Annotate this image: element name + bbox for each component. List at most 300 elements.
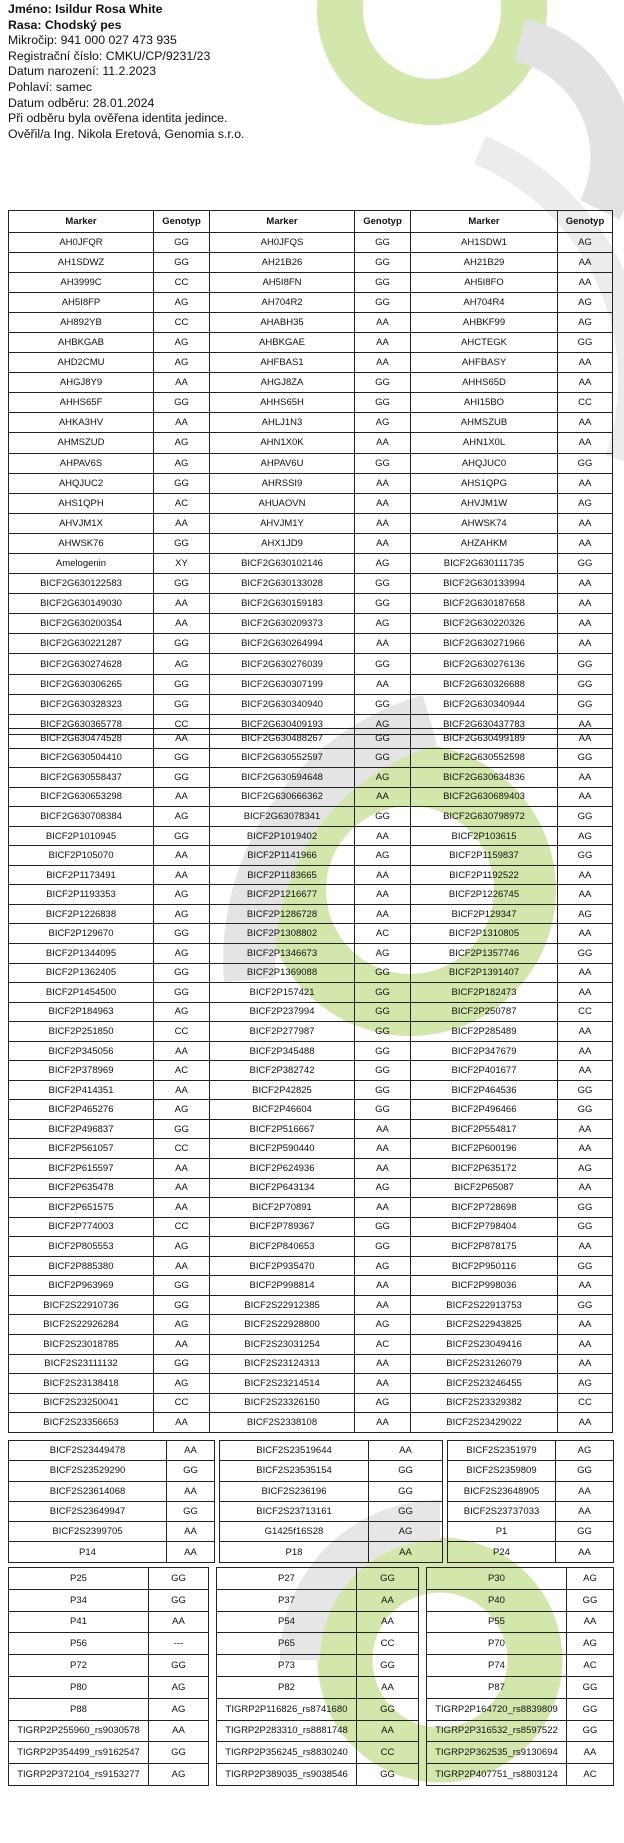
genotype-cell: AG xyxy=(154,353,210,373)
marker-cell: BICF2S23124313 xyxy=(210,1354,355,1374)
genotype-cell: XY xyxy=(154,554,210,574)
table-row xyxy=(9,787,613,807)
column-gap xyxy=(209,1764,217,1786)
marker-cell: P14 xyxy=(9,1542,167,1562)
table-row xyxy=(9,963,613,983)
genotype-cell: AA xyxy=(558,1334,613,1354)
genotype-table-2 xyxy=(8,728,613,1433)
genotype-cell: AA xyxy=(558,533,613,553)
marker-cell: P87 xyxy=(427,1676,567,1698)
genotype-cell: GG xyxy=(355,729,411,749)
genotype-cell: GG xyxy=(355,1041,411,1061)
genotype-cell: CC xyxy=(558,393,613,413)
dog-info-header xyxy=(8,2,244,142)
marker-cell: BICF2P250787 xyxy=(411,1002,558,1022)
marker-cell: BICF2P950116 xyxy=(411,1256,558,1276)
genotype-cell: AA xyxy=(558,634,613,654)
marker-cell: AHBKGAB xyxy=(9,332,154,352)
genotype-column-header: Genotyp xyxy=(355,211,411,233)
genotype-cell: GG xyxy=(567,1589,614,1611)
marker-cell: P40 xyxy=(427,1589,567,1611)
table-row xyxy=(9,232,613,252)
marker-cell: BICF2P345488 xyxy=(210,1041,355,1061)
genotype-cell: GG xyxy=(154,983,210,1003)
marker-cell: BICF2G630552598 xyxy=(411,748,558,768)
column-gap xyxy=(419,1655,427,1677)
marker-cell: BICF2P182473 xyxy=(411,983,558,1003)
table-row xyxy=(9,1178,613,1198)
genotype-column-header: Genotyp xyxy=(154,211,210,233)
genotype-cell: CC xyxy=(357,1633,419,1655)
genotype-cell: AG xyxy=(355,413,411,433)
marker-cell: AH1SDW1 xyxy=(411,232,558,252)
marker-cell: AHLJ1N3 xyxy=(210,413,355,433)
table-row xyxy=(9,1237,613,1257)
genotype-cell: GG xyxy=(154,963,210,983)
marker-cell: BICF2G630340940 xyxy=(210,694,355,714)
genotype-cell: GG xyxy=(355,1100,411,1120)
genotype-cell: CC xyxy=(154,272,210,292)
column-gap xyxy=(419,1698,427,1720)
genotype-cell: AA xyxy=(558,1022,613,1042)
marker-cell: P74 xyxy=(427,1655,567,1677)
genotype-cell: AA xyxy=(355,904,411,924)
marker-cell: BICF2P184963 xyxy=(9,1002,154,1022)
genotype-cell: AG xyxy=(149,1698,209,1720)
genotype-cell: AG xyxy=(154,807,210,827)
marker-cell: BICF2S2399705 xyxy=(9,1522,167,1542)
genotype-cell: CC xyxy=(154,1393,210,1413)
marker-cell: P41 xyxy=(9,1611,149,1633)
marker-cell: BICF2G630328323 xyxy=(9,694,154,714)
genotype-cell: GG xyxy=(355,1217,411,1237)
marker-cell: AH5I8FN xyxy=(210,272,355,292)
genotype-cell: AG xyxy=(149,1676,209,1698)
genotype-cell: CC xyxy=(154,1139,210,1159)
genotype-cell: AG xyxy=(355,846,411,866)
marker-cell: AHRSSI9 xyxy=(210,473,355,493)
genotype-cell: GG xyxy=(167,1461,215,1481)
genotype-cell: GG xyxy=(369,1481,443,1501)
table-row xyxy=(9,826,613,846)
marker-cell: TIGRP2P372104_rs9153277 xyxy=(9,1764,149,1786)
genotype-cell: AG xyxy=(154,654,210,674)
marker-cell: P30 xyxy=(427,1568,567,1590)
table-row xyxy=(9,654,613,674)
table-row xyxy=(9,924,613,944)
marker-cell: BICF2P382742 xyxy=(210,1061,355,1081)
genotype-cell: GG xyxy=(355,232,411,252)
table-row xyxy=(9,574,613,594)
column-gap xyxy=(209,1720,217,1742)
genotype-cell: GG xyxy=(355,292,411,312)
table-row xyxy=(9,1589,614,1611)
genotype-cell: AC xyxy=(154,1061,210,1081)
genotype-cell: AG xyxy=(149,1764,209,1786)
genotype-cell: GG xyxy=(567,1676,614,1698)
marker-cell: BICF2P1454500 xyxy=(9,983,154,1003)
marker-cell: BICF2S23614068 xyxy=(9,1481,167,1501)
genotype-cell: AA xyxy=(558,1178,613,1198)
marker-cell: BICF2P378969 xyxy=(9,1061,154,1081)
marker-cell: BICF2P105070 xyxy=(9,846,154,866)
marker-cell: AHVJM1Y xyxy=(210,513,355,533)
genotype-cell: AA xyxy=(355,332,411,352)
header-row xyxy=(9,211,613,233)
marker-cell: P54 xyxy=(217,1611,357,1633)
genotype-table-1 xyxy=(8,210,613,735)
marker-cell: BICF2S23126079 xyxy=(411,1354,558,1374)
marker-cell: AH5I8FO xyxy=(411,272,558,292)
marker-cell: BICF2P728698 xyxy=(411,1198,558,1218)
marker-cell: BICF2P635478 xyxy=(9,1178,154,1198)
marker-cell: AHGJ8Y9 xyxy=(9,373,154,393)
marker-cell: BICF2P1226745 xyxy=(411,885,558,905)
genotype-cell: AG xyxy=(558,904,613,924)
genotype-cell: GG xyxy=(154,768,210,788)
genotype-cell: AG xyxy=(355,554,411,574)
column-gap xyxy=(419,1589,427,1611)
marker-cell: BICF2S22928800 xyxy=(210,1315,355,1335)
table-row xyxy=(9,1119,613,1139)
marker-cell: BICF2S2351979 xyxy=(448,1441,556,1461)
marker-cell: AH704R4 xyxy=(411,292,558,312)
marker-cell: BICF2P42825 xyxy=(210,1080,355,1100)
genotype-cell: GG xyxy=(154,473,210,493)
genotype-cell: AG xyxy=(154,1100,210,1120)
marker-cell: AHVJM1X xyxy=(9,513,154,533)
genotype-cell: CC xyxy=(154,312,210,332)
marker-cell: BICF2G630340944 xyxy=(411,694,558,714)
genotype-cell: AA xyxy=(558,1276,613,1296)
marker-column-header: Marker xyxy=(9,211,154,233)
genotype-cell: GG xyxy=(154,1276,210,1296)
marker-cell: TIGRP2P362535_rs9130694 xyxy=(427,1742,567,1764)
marker-cell: BICF2P1141966 xyxy=(210,846,355,866)
marker-cell: TIGRP2P116826_rs8741680 xyxy=(217,1698,357,1720)
marker-cell: BICF2P615597 xyxy=(9,1159,154,1179)
table-row xyxy=(9,292,613,312)
marker-cell: G1425f16S28 xyxy=(220,1522,369,1542)
genotype-cell: AA xyxy=(355,865,411,885)
genotype-cell: GG xyxy=(558,1198,613,1218)
marker-cell: BICF2S22926284 xyxy=(9,1315,154,1335)
genotype-cell: AG xyxy=(567,1568,614,1590)
genotype-cell: AG xyxy=(154,1237,210,1257)
genotype-cell: AG xyxy=(154,292,210,312)
genotype-cell: AG xyxy=(355,1256,411,1276)
marker-cell: BICF2G630634836 xyxy=(411,768,558,788)
table-row xyxy=(9,1315,613,1335)
marker-cell: P24 xyxy=(448,1542,556,1562)
genotype-cell: GG xyxy=(558,1217,613,1237)
marker-cell: AHHS65H xyxy=(210,393,355,413)
marker-cell: AHMSZUD xyxy=(9,433,154,453)
marker-cell: BICF2P1173491 xyxy=(9,865,154,885)
dog-name: Jméno: Isildur Rosa White xyxy=(8,2,163,16)
marker-cell: BICF2P998036 xyxy=(411,1276,558,1296)
marker-cell: BICF2P1344095 xyxy=(9,944,154,964)
marker-cell: BICF2P1193353 xyxy=(9,885,154,905)
genotype-cell: AA xyxy=(355,634,411,654)
genotype-cell: GG xyxy=(558,1100,613,1120)
genotype-cell: AA xyxy=(567,1611,614,1633)
marker-cell: BICF2G630708384 xyxy=(9,807,154,827)
marker-cell: AHN1X0K xyxy=(210,433,355,453)
marker-cell: BICF2P1362405 xyxy=(9,963,154,983)
marker-cell: BICF2G630666362 xyxy=(210,787,355,807)
column-gap xyxy=(209,1742,217,1764)
genotype-cell: GG xyxy=(355,1080,411,1100)
marker-cell: BICF2P643134 xyxy=(210,1178,355,1198)
genotype-cell: AA xyxy=(357,1611,419,1633)
genotype-cell: CC xyxy=(154,1022,210,1042)
genotype-cell: AA xyxy=(558,714,613,734)
genotype-cell: AA xyxy=(154,1334,210,1354)
table-row xyxy=(9,312,613,332)
table-row xyxy=(9,1198,613,1218)
marker-cell: BICF2P414351 xyxy=(9,1080,154,1100)
marker-cell: BICF2G630499189 xyxy=(411,729,558,749)
marker-cell: P1 xyxy=(448,1522,556,1542)
table-row xyxy=(9,634,613,654)
genotype-cell: AA xyxy=(154,594,210,614)
genotype-cell: AA xyxy=(567,1742,614,1764)
genotype-cell: AG xyxy=(355,944,411,964)
marker-cell: BICF2P789367 xyxy=(210,1217,355,1237)
genotype-cell: GG xyxy=(556,1461,614,1481)
marker-cell: BICF2G630133028 xyxy=(210,574,355,594)
marker-cell: BICF2S23356653 xyxy=(9,1413,154,1433)
marker-cell: BICF2P1391407 xyxy=(411,963,558,983)
table-row xyxy=(9,1159,613,1179)
marker-cell: AHVJM1W xyxy=(411,493,558,513)
marker-cell: BICF2G630594648 xyxy=(210,768,355,788)
genotype-cell: AG xyxy=(154,433,210,453)
marker-cell: AH5I8FP xyxy=(9,292,154,312)
genotype-cell: GG xyxy=(355,654,411,674)
genotype-cell: AA xyxy=(357,1589,419,1611)
marker-cell: P18 xyxy=(220,1542,369,1562)
marker-cell: BICF2P65087 xyxy=(411,1178,558,1198)
marker-cell: BICF2G630149030 xyxy=(9,594,154,614)
marker-cell: BICF2S23138418 xyxy=(9,1374,154,1394)
column-gap xyxy=(419,1676,427,1698)
genotype-cell: --- xyxy=(149,1633,209,1655)
genotype-cell: AA xyxy=(154,1256,210,1276)
marker-cell: BICF2P1216677 xyxy=(210,885,355,905)
genotype-cell: AA xyxy=(154,1198,210,1218)
marker-cell: AHWSK74 xyxy=(411,513,558,533)
marker-cell: TIGRP2P356245_rs8830240 xyxy=(217,1742,357,1764)
column-gap xyxy=(209,1676,217,1698)
marker-cell: AHHS65F xyxy=(9,393,154,413)
genotype-cell: GG xyxy=(149,1655,209,1677)
marker-cell: AHX1JD9 xyxy=(210,533,355,553)
genotype-cell: AA xyxy=(355,1276,411,1296)
genotype-cell: AG xyxy=(355,1393,411,1413)
marker-cell: BICF2P1159837 xyxy=(411,846,558,866)
marker-cell: AHD2CMU xyxy=(9,353,154,373)
marker-cell: BICF2P516667 xyxy=(210,1119,355,1139)
genotype-cell: GG xyxy=(355,453,411,473)
marker-cell: AHPAV6U xyxy=(210,453,355,473)
table-row xyxy=(9,1676,614,1698)
genotype-cell: GG xyxy=(154,1119,210,1139)
genotype-cell: GG xyxy=(558,1256,613,1276)
genotype-cell: AC xyxy=(355,1334,411,1354)
marker-cell: AHBKGAE xyxy=(210,332,355,352)
table-row xyxy=(9,674,613,694)
table-row xyxy=(9,1481,614,1501)
table-row xyxy=(9,433,613,453)
genotype-cell: AA xyxy=(167,1542,215,1562)
genotype-cell: GG xyxy=(154,1295,210,1315)
genotype-cell: GG xyxy=(149,1742,209,1764)
marker-cell: BICF2P496837 xyxy=(9,1119,154,1139)
marker-cell: BICF2S2359809 xyxy=(448,1461,556,1481)
genotype-cell: GG xyxy=(369,1501,443,1521)
genotype-cell: AA xyxy=(558,473,613,493)
marker-cell: BICF2S23529290 xyxy=(9,1461,167,1481)
marker-cell: BICF2S22912385 xyxy=(210,1295,355,1315)
marker-cell: BICF2P70891 xyxy=(210,1198,355,1218)
genotype-cell: AA xyxy=(154,1178,210,1198)
marker-cell: BICF2S23648905 xyxy=(448,1481,556,1501)
genotype-cell: CC xyxy=(154,1217,210,1237)
table-row xyxy=(9,1568,614,1590)
sex: Pohlaví: samec xyxy=(8,79,93,94)
marker-cell: BICF2P554817 xyxy=(411,1119,558,1139)
marker-cell: BICF2G630558437 xyxy=(9,768,154,788)
genotype-cell: GG xyxy=(154,748,210,768)
verified-by: Ověřil/a Ing. Nikola Eretová, Genomia s.r.o. xyxy=(8,126,245,141)
marker-cell: BICF2P798404 xyxy=(411,1217,558,1237)
marker-cell: AH3999C xyxy=(9,272,154,292)
marker-cell: BICF2P635172 xyxy=(411,1159,558,1179)
marker-cell: BICF2G630798972 xyxy=(411,807,558,827)
marker-cell: AHWSK76 xyxy=(9,533,154,553)
genotype-cell: AA xyxy=(558,787,613,807)
genotype-cell: GG xyxy=(154,252,210,272)
genotype-cell: GG xyxy=(558,332,613,352)
genotype-cell: AG xyxy=(355,714,411,734)
genotype-cell: AA xyxy=(357,1676,419,1698)
genotype-cell: GG xyxy=(154,574,210,594)
genotype-cell: GG xyxy=(556,1522,614,1542)
marker-cell: BICF2G630276039 xyxy=(210,654,355,674)
marker-cell: BICF2S23111132 xyxy=(9,1354,154,1374)
genotype-cell: GG xyxy=(567,1698,614,1720)
genotype-cell: AA xyxy=(154,787,210,807)
marker-cell: AH0JFQR xyxy=(9,232,154,252)
genotype-cell: GG xyxy=(558,944,613,964)
marker-cell: BICF2S2338108 xyxy=(210,1413,355,1433)
table-row xyxy=(9,393,613,413)
decor-ring-top xyxy=(340,0,524,102)
marker-cell: AHZAHKM xyxy=(411,533,558,553)
marker-cell: BICF2G630326688 xyxy=(411,674,558,694)
table-row xyxy=(9,1611,614,1633)
table-row xyxy=(9,1441,614,1461)
marker-cell: BICF2P345056 xyxy=(9,1041,154,1061)
table-row xyxy=(9,272,613,292)
marker-cell: P34 xyxy=(9,1589,149,1611)
table-row xyxy=(9,865,613,885)
genotype-cell: GG xyxy=(149,1568,209,1590)
genotype-cell: GG xyxy=(355,1002,411,1022)
genotype-cell: AG xyxy=(355,1315,411,1335)
genotype-cell: GG xyxy=(355,1022,411,1042)
marker-cell: AHFBAS1 xyxy=(210,353,355,373)
table-row xyxy=(9,473,613,493)
genotype-cell: AA xyxy=(369,1542,443,1562)
genotype-cell: AG xyxy=(355,614,411,634)
marker-cell: TIGRP2P407751_rs8803124 xyxy=(427,1764,567,1786)
table-row xyxy=(9,554,613,574)
marker-cell: BICF2P935470 xyxy=(210,1256,355,1276)
marker-cell: AHCTEGK xyxy=(411,332,558,352)
marker-cell: AHMSZUB xyxy=(411,413,558,433)
marker-cell: BICF2G630111735 xyxy=(411,554,558,574)
genotype-cell: AA xyxy=(154,1413,210,1433)
marker-cell: AH21B26 xyxy=(210,252,355,272)
genotype-cell: AG xyxy=(154,904,210,924)
table-row xyxy=(9,1334,613,1354)
genotype-cell: AA xyxy=(167,1481,215,1501)
marker-cell: BICF2P805553 xyxy=(9,1237,154,1257)
table-row xyxy=(9,533,613,553)
column-gap xyxy=(419,1633,427,1655)
genotype-cell: GG xyxy=(355,594,411,614)
marker-cell: BICF2P1286728 xyxy=(210,904,355,924)
marker-cell: AHFBASY xyxy=(411,353,558,373)
table-row xyxy=(9,1080,613,1100)
marker-cell: BICF2P1310805 xyxy=(411,924,558,944)
genotype-cell: GG xyxy=(357,1698,419,1720)
marker-cell: BICF2P878175 xyxy=(411,1237,558,1257)
marker-cell: P72 xyxy=(9,1655,149,1677)
microchip-number: Mikročip: 941 000 027 473 935 xyxy=(8,33,177,48)
genotype-cell: AA xyxy=(558,353,613,373)
marker-cell: P65 xyxy=(217,1633,357,1655)
genotype-cell: GG xyxy=(355,373,411,393)
marker-cell: BICF2S23429022 xyxy=(411,1413,558,1433)
table-row xyxy=(9,1764,614,1786)
genotype-cell: GG xyxy=(355,1061,411,1081)
table-row xyxy=(9,1217,613,1237)
genotype-cell: AA xyxy=(355,826,411,846)
marker-cell: BICF2P464536 xyxy=(411,1080,558,1100)
genotype-cell: AG xyxy=(556,1441,614,1461)
table-row xyxy=(9,332,613,352)
table-row xyxy=(9,493,613,513)
table-row xyxy=(9,453,613,473)
genotype-cell: GG xyxy=(558,748,613,768)
marker-cell: BICF2S23449478 xyxy=(9,1441,167,1461)
table-row xyxy=(9,594,613,614)
genotype-cell: AA xyxy=(355,1354,411,1374)
marker-cell: BICF2G630307199 xyxy=(210,674,355,694)
genotype-cell: AA xyxy=(558,885,613,905)
marker-cell: BICF2P103615 xyxy=(411,826,558,846)
table-row xyxy=(9,1100,613,1120)
genotype-cell: AA xyxy=(149,1611,209,1633)
genotype-cell: AA xyxy=(556,1481,614,1501)
table-row xyxy=(9,1501,614,1521)
genotype-cell: GG xyxy=(558,846,613,866)
genotype-cell: AA xyxy=(558,768,613,788)
